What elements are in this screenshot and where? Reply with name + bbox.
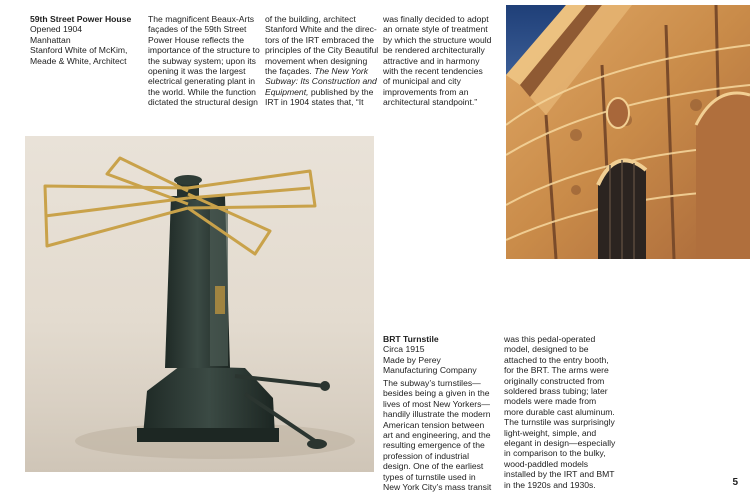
powerhouse-title: 59th Street Power House [30, 14, 132, 24]
text-line: more durable cast aluminum. [504, 406, 615, 417]
text-line: design. One of the earliest [383, 461, 484, 472]
text-line: New York City’s mass transit [383, 482, 492, 493]
text-line: model, designed to be [504, 344, 589, 355]
text-line: wood-paddled models [504, 458, 589, 469]
text-line: elegant in design—especially [504, 438, 616, 449]
text-line: in comparison to the bulky, [504, 448, 606, 459]
turnstile-date: Circa 1915 [383, 344, 425, 355]
powerhouse-text-col-2 [265, 14, 383, 108]
text-line: dictated the structural design [148, 97, 258, 108]
text-line: light-weight, simple, and [504, 427, 597, 438]
powerhouse-location: Manhattan [30, 34, 71, 45]
text-line: IRT in 1904 states that, “It [265, 97, 364, 108]
powerhouse-text-col-3 [383, 14, 503, 108]
text-line: The subway’s turnstiles— [383, 378, 481, 388]
text-line: an ornate style of treatment [383, 24, 488, 35]
turnstile-text-col-1 [383, 378, 501, 492]
text-line: of municipal and city [383, 76, 461, 87]
text-line: originally constructed from [504, 375, 605, 386]
text-line: the world. While the function [148, 86, 256, 97]
text-line: Power House reflects the [148, 34, 245, 45]
text-line: principles of the City Beautiful [265, 45, 379, 56]
text-line: in the 1920s and 1930s. [504, 479, 596, 490]
text-line: attached to the entry booth, [504, 354, 609, 365]
text-line: improvements from an [383, 86, 469, 97]
text-line: soldered brass tubing; later [504, 386, 608, 397]
text-line: attractive and in harmony [383, 55, 480, 66]
text-line: resulting emergence of the [383, 440, 485, 451]
text-line: the subway system; upon its [148, 55, 256, 66]
turnstile-title: BRT Turnstile [383, 334, 439, 344]
book-title-part: The New York [314, 66, 369, 77]
text-line: importance of the structure to [148, 45, 260, 56]
text-line [265, 66, 383, 76]
powerhouse-architect-1: Stanford White of McKim, [30, 45, 128, 56]
text-line: of the building, architect [265, 14, 356, 24]
brt-turnstile-photo [25, 136, 374, 472]
powerhouse-opened: Opened 1904 [30, 24, 83, 35]
turnstile-maker-1: Made by Perey [383, 354, 441, 365]
text-span: the façades. [265, 66, 312, 77]
text-line: for the BRT. The arms were [504, 365, 609, 376]
text-line [265, 87, 383, 97]
turnstile-caption [383, 334, 501, 376]
text-line: was finally decided to adopt [383, 14, 489, 24]
text-line: tors of the IRT embraced the [265, 34, 375, 45]
text-line: façades of the 59th Street [148, 24, 247, 35]
text-line: types of turnstile used in [383, 471, 476, 482]
text-line: handily illustrate the modern [383, 409, 491, 420]
text-line: The magnificent Beaux-Arts [148, 14, 255, 24]
text-line: lives of most New Yorkers— [383, 398, 490, 409]
book-title-part: Subway: Its Construction and [265, 76, 377, 87]
text-line: models were made from [504, 396, 597, 407]
turnstile-text-col-2 [504, 334, 626, 490]
text-line: art and engineering, and the [383, 430, 491, 441]
text-line: installed by the IRT and BMT [504, 469, 615, 480]
text-line: The turnstile was surprisingly [504, 417, 615, 428]
text-line: Stanford White and the direc- [265, 24, 377, 35]
powerhouse-architect-2: Meade & White, Architect [30, 55, 127, 66]
text-line: movement when designing [265, 55, 368, 66]
turnstile-maker-2: Manufacturing Company [383, 365, 477, 376]
powerhouse-text-col-1 [148, 14, 263, 108]
text-line: with the recent tendencies [383, 66, 483, 77]
text-line: be rendered architecturally [383, 45, 485, 56]
text-line: by which the structure would [383, 34, 492, 45]
book-title-part: Equipment, [265, 86, 309, 97]
page-number: 5 [732, 477, 738, 488]
powerhouse-facade-photo [506, 5, 750, 259]
text-span: published by the [308, 86, 374, 97]
text-line: electrical generating plant in [148, 76, 256, 87]
text-line: profession of industrial [383, 450, 469, 461]
powerhouse-caption [30, 14, 142, 66]
text-line: opening it was the largest [148, 66, 246, 77]
text-line: besides being a given in the [383, 388, 490, 399]
text-line [265, 76, 383, 86]
text-line: American tension between [383, 419, 485, 430]
text-line: was this pedal-operated [504, 334, 596, 344]
text-line: architectural standpoint.” [383, 97, 478, 108]
